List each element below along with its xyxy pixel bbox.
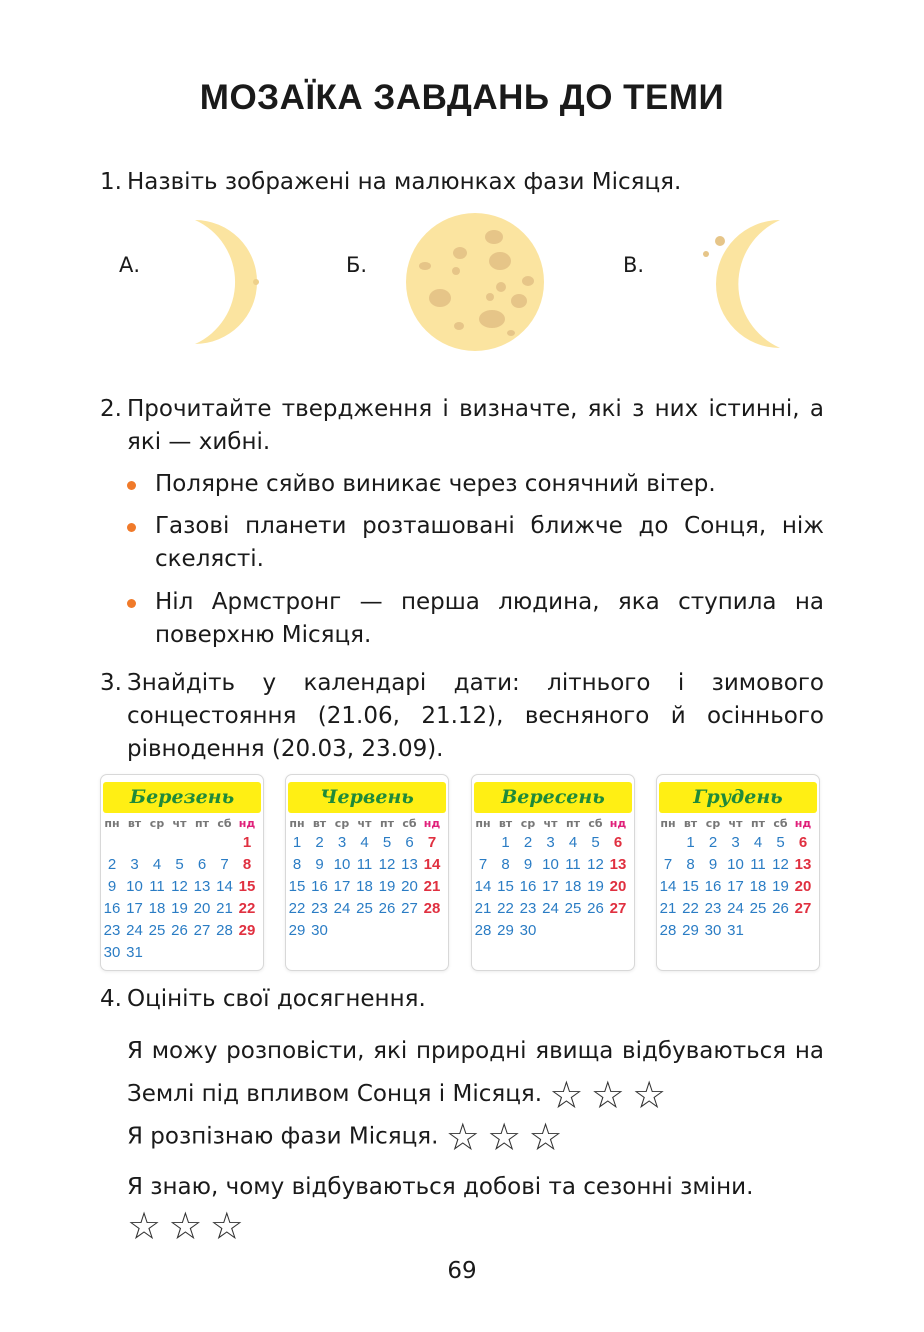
calendar-day: 8 (686, 856, 695, 873)
calendar-day: 17 (542, 878, 559, 895)
calendar-day: 23 (519, 900, 537, 917)
calendar-day: 7 (220, 856, 229, 873)
calendar-weekday-label: пт (566, 817, 580, 830)
calendar-day: 3 (337, 834, 347, 851)
page-title: МОЗАЇКА ЗАВДАНЬ ДО ТЕМИ (199, 78, 725, 117)
calendar-weekday-label: сб (773, 817, 788, 830)
calendar-day: 13 (193, 878, 211, 895)
star-icon[interactable]: ☆ (127, 1203, 162, 1248)
calendar-day: 5 (175, 856, 184, 873)
calendar-weekday-label: вт (312, 817, 327, 830)
calendar-day: 11 (750, 856, 766, 873)
calendar-day: 20 (193, 900, 211, 917)
calendar-march (100, 774, 264, 971)
calendar-day: 16 (311, 878, 328, 895)
task-text: Прочитайте твердження і визначте, які з них істинні, а які — хибні. (127, 396, 824, 455)
star-icon[interactable]: ☆ (528, 1115, 563, 1159)
task-1 (100, 166, 824, 199)
task-3 (100, 667, 824, 766)
calendar-weekday-label: чт (357, 817, 372, 830)
calendar-day: 15 (497, 878, 514, 895)
calendar-day: 15 (288, 878, 306, 895)
calendar-day: 10 (333, 856, 351, 873)
statement-text: Полярне сяйво виникає через сонячний вітер. (155, 471, 716, 497)
assessment-statement: Я можу розповісти, які природні явища відбуваються на Землі під впливом Сонця і Місяця. (127, 1038, 824, 1107)
moon-label-b: Б. (346, 253, 368, 277)
calendar-weekday-label: чт (172, 817, 187, 830)
calendar-weekday-label: ср (334, 817, 350, 830)
bullet-dot-icon (127, 523, 136, 532)
calendar-weekday-label: чт (543, 817, 558, 830)
calendar-day: 23 (103, 922, 121, 939)
calendar-day: 15 (238, 878, 256, 895)
calendar-day: 7 (663, 856, 673, 873)
calendar-day: 8 (501, 856, 510, 873)
bullet-dot-icon (127, 599, 136, 608)
calendar-weekday-label: пт (751, 817, 765, 830)
calendar-weekday-label: вт (127, 817, 142, 830)
calendar-day: 3 (130, 856, 139, 873)
calendar-weekday-label: нд (238, 817, 256, 830)
star-icon[interactable]: ☆ (632, 1072, 667, 1117)
calendar-day: 17 (126, 900, 143, 917)
calendar-day: 13 (794, 856, 812, 873)
calendar-day: 20 (609, 878, 627, 895)
calendar-day: 31 (727, 922, 744, 939)
calendar-day: 30 (311, 922, 328, 939)
statement-1 (127, 468, 824, 501)
calendar-month-name: Вересень (474, 782, 632, 813)
calendar-day: 6 (405, 834, 414, 851)
calendar-day: 8 (242, 856, 252, 873)
calendar-day: 19 (378, 878, 396, 895)
task-text: Знайдіть у календарі дати: літнього і зимового сонцестояння (21.06, 21.12), весняного й осіннього рівнодення (20.03, 23.09). (127, 670, 824, 762)
star-icon[interactable]: ☆ (445, 1115, 480, 1159)
task-2 (100, 393, 824, 459)
calendar-day: 25 (148, 922, 166, 939)
calendar-day: 18 (356, 878, 373, 895)
calendar-day: 11 (565, 856, 581, 873)
calendar-day: 17 (727, 878, 744, 895)
calendar-weekday-label: пт (195, 817, 209, 830)
calendar-day: 18 (749, 878, 767, 895)
calendar-day: 15 (682, 878, 699, 895)
calendar-day: 24 (727, 900, 744, 917)
calendar-day: 5 (382, 834, 392, 851)
statement-2 (127, 510, 824, 576)
calendar-weekday-label: чт (728, 817, 743, 830)
calendar-day: 14 (659, 878, 677, 895)
calendar-day: 9 (315, 856, 324, 873)
calendar-weekday-label: вт (683, 817, 698, 830)
star-icon[interactable]: ☆ (549, 1072, 584, 1117)
calendar-weekday-label: пн (104, 817, 120, 830)
calendar-day: 17 (333, 878, 351, 895)
star-icon[interactable]: ☆ (209, 1203, 244, 1248)
calendar-day: 4 (360, 834, 369, 851)
calendar-day: 14 (474, 878, 492, 895)
statement-text: Ніл Армстронг — перша людина, яка ступила на поверхню Місяця. (155, 589, 824, 648)
calendar-day: 1 (292, 834, 302, 851)
calendar-day: 11 (149, 878, 165, 895)
calendar-day: 4 (753, 834, 763, 851)
calendar-day: 12 (171, 878, 188, 895)
star-icon[interactable]: ☆ (590, 1072, 625, 1117)
calendar-day: 8 (292, 856, 302, 873)
calendar-day: 30 (519, 922, 537, 939)
calendar-day: 19 (587, 878, 604, 895)
calendar-day: 21 (216, 900, 233, 917)
calendar-day: 16 (704, 878, 722, 895)
calendar-day: 12 (772, 856, 789, 873)
calendar-day: 9 (523, 856, 533, 873)
calendar-weekday-label: пн (289, 817, 305, 830)
bullet-dot-icon (127, 481, 136, 490)
calendar-day: 28 (659, 922, 677, 939)
calendar-day: 6 (197, 856, 207, 873)
calendar-day: 30 (704, 922, 722, 939)
calendar-day: 26 (772, 900, 789, 917)
calendar-weekday-label: нд (794, 817, 812, 830)
page-number: 69 (447, 1258, 477, 1284)
self-assessment-2 (127, 1115, 824, 1159)
calendar-day: 27 (401, 900, 418, 917)
star-icon[interactable]: ☆ (168, 1203, 203, 1248)
calendar-day: 27 (609, 900, 627, 917)
calendar-day: 11 (356, 856, 373, 873)
calendar-weekday-label: нд (609, 817, 627, 830)
task-number: 2. (100, 396, 122, 422)
calendar-month-name: Червень (288, 782, 446, 813)
calendar-weekday-label: сб (217, 817, 232, 830)
calendar-day: 14 (423, 856, 441, 873)
calendar-month-name: Грудень (659, 782, 817, 813)
calendar-day: 24 (333, 900, 351, 917)
moon-full-icon (404, 211, 546, 353)
calendar-december (656, 774, 820, 971)
calendar-day: 1 (686, 834, 695, 851)
calendar-day: 20 (794, 878, 812, 895)
calendar-day: 22 (238, 900, 256, 917)
calendar-day: 6 (613, 834, 623, 851)
calendar-day: 14 (216, 878, 233, 895)
calendar-day: 10 (542, 856, 559, 873)
assessment-statement: Я розпізнаю фази Місяця. (127, 1123, 439, 1150)
calendar-weekday-label: пн (660, 817, 676, 830)
moon-label-a: А. (119, 253, 141, 277)
calendar-day: 2 (315, 834, 324, 851)
calendar-day: 30 (103, 944, 121, 961)
calendar-day: 29 (288, 922, 306, 939)
calendar-weekday-label: пт (380, 817, 394, 830)
self-assessment-3 (127, 1168, 824, 1248)
calendar-weekday-label: ср (705, 817, 721, 830)
statement-text: Газові планети розташовані ближче до Сонця, ніж скелясті. (155, 513, 824, 572)
calendar-weekday-label: вт (498, 817, 513, 830)
calendar-weekday-label: нд (423, 817, 441, 830)
calendar-day: 29 (682, 922, 699, 939)
calendar-day: 25 (564, 900, 582, 917)
calendar-day: 9 (107, 878, 117, 895)
calendar-day: 2 (523, 834, 533, 851)
calendar-day: 27 (193, 922, 211, 939)
calendar-day: 26 (587, 900, 604, 917)
task-text: Назвіть зображені на малюнках фази Місяця. (127, 169, 682, 195)
calendar-september (471, 774, 635, 971)
calendar-day: 19 (171, 900, 188, 917)
task-number: 3. (100, 670, 122, 696)
calendar-day: 3 (731, 834, 740, 851)
calendar-day: 29 (497, 922, 514, 939)
calendar-day: 21 (474, 900, 492, 917)
task-number: 4. (100, 986, 122, 1012)
calendar-day: 5 (591, 834, 600, 851)
calendar-day: 26 (378, 900, 396, 917)
task-number: 1. (100, 169, 122, 195)
calendar-day: 12 (587, 856, 604, 873)
statement-3 (127, 586, 824, 652)
calendar-june (285, 774, 449, 971)
calendar-day: 23 (311, 900, 328, 917)
moon-crescent-left-icon (672, 214, 792, 354)
task-text: Оцініть свої досягнення. (127, 986, 426, 1012)
calendar-day: 25 (356, 900, 373, 917)
calendar-day: 16 (103, 900, 121, 917)
calendar-day: 9 (708, 856, 718, 873)
calendar-day: 2 (107, 856, 117, 873)
calendar-day: 23 (704, 900, 722, 917)
calendar-day: 18 (564, 878, 582, 895)
calendar-day: 6 (798, 834, 808, 851)
calendar-day: 22 (497, 900, 514, 917)
calendar-day: 4 (568, 834, 578, 851)
calendar-day: 18 (148, 900, 166, 917)
calendar-day: 16 (519, 878, 537, 895)
calendar-weekday-label: ср (520, 817, 536, 830)
task-4 (100, 983, 824, 1016)
assessment-statement: Я знаю, чому відбуваються добові та сезонні зміни. (127, 1174, 754, 1200)
calendar-day: 10 (727, 856, 744, 873)
calendar-day: 24 (126, 922, 143, 939)
calendar-day: 27 (794, 900, 812, 917)
calendar-day: 1 (501, 834, 510, 851)
calendar-day: 20 (401, 878, 418, 895)
calendar-month-name: Березень (103, 782, 261, 813)
calendar-day: 3 (546, 834, 555, 851)
calendar-day: 31 (126, 944, 143, 961)
calendar-day: 7 (478, 856, 488, 873)
calendar-day: 26 (171, 922, 188, 939)
calendar-day: 24 (542, 900, 559, 917)
calendar-day: 28 (474, 922, 492, 939)
calendar-day: 29 (238, 922, 256, 939)
star-icon[interactable]: ☆ (487, 1115, 522, 1159)
calendar-day: 22 (288, 900, 306, 917)
calendar-day: 13 (401, 856, 418, 873)
calendar-day: 10 (126, 878, 143, 895)
calendar-day: 25 (749, 900, 767, 917)
calendar-weekday-label: пн (475, 817, 491, 830)
calendar-day: 21 (423, 878, 441, 895)
calendar-weekday-label: сб (588, 817, 603, 830)
calendar-day: 5 (776, 834, 785, 851)
calendar-day: 4 (152, 856, 162, 873)
calendar-day: 19 (772, 878, 789, 895)
calendar-day: 1 (242, 834, 252, 851)
moon-label-c: В. (623, 253, 645, 277)
calendar-day: 13 (609, 856, 627, 873)
calendar-day: 21 (659, 900, 677, 917)
calendar-weekday-label: сб (402, 817, 417, 830)
calendar-day: 28 (216, 922, 233, 939)
calendar-day: 28 (423, 900, 441, 917)
calendar-weekday-label: ср (149, 817, 165, 830)
calendar-day: 7 (427, 834, 437, 851)
calendar-day: 2 (708, 834, 718, 851)
self-assessment-1 (127, 1030, 824, 1116)
calendar-day: 22 (682, 900, 699, 917)
calendar-day: 12 (378, 856, 396, 873)
moon-crescent-right-icon (150, 212, 280, 352)
